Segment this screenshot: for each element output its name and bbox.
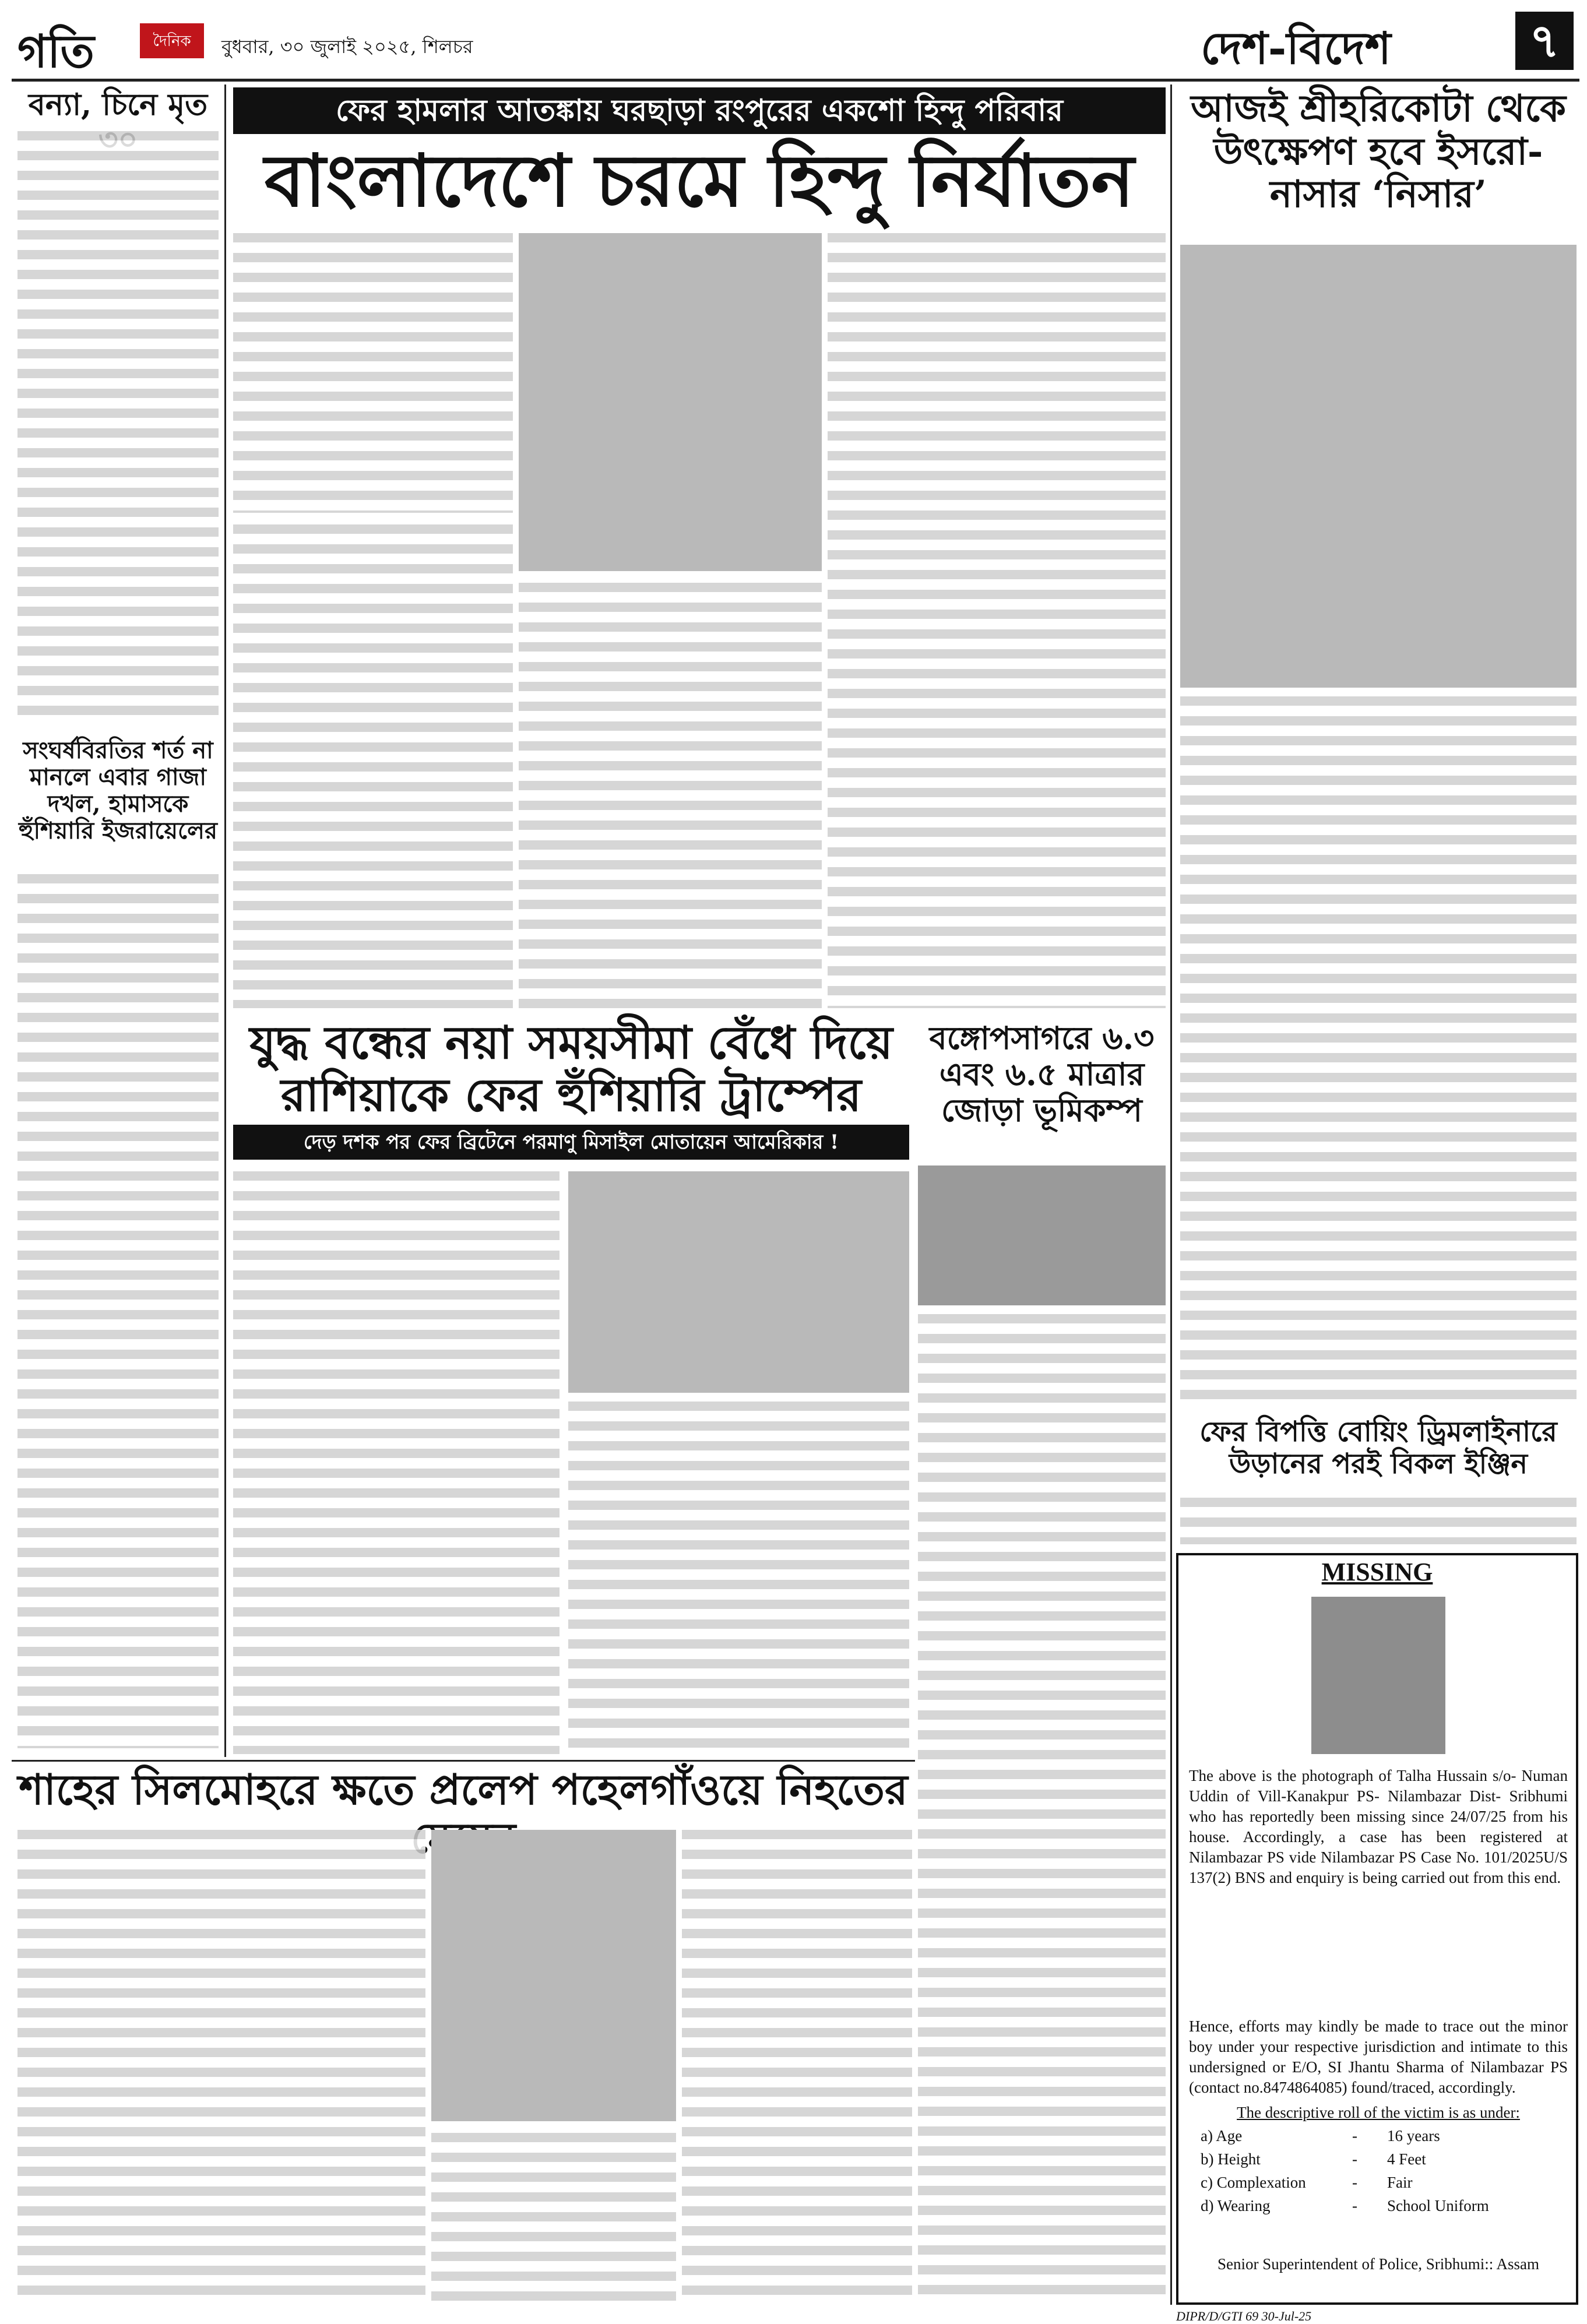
masthead-rule — [12, 79, 1579, 82]
bangladesh-body — [233, 233, 513, 513]
bangladesh-body — [828, 233, 1166, 1008]
column-rule — [224, 84, 226, 1757]
trump-photo — [568, 1171, 909, 1393]
missing-roll-row: b) Height - 4 Feet — [1201, 2150, 1426, 2168]
pahalgam-body — [431, 2133, 676, 2302]
trump-headline: যুদ্ধ বন্ধের নয়া সময়সীমা বেঁধে দিয়ে রাশিয়াকে ফের হুঁশিয়ারি ট্রাম্পের — [249, 1016, 893, 1122]
missing-roll-row: d) Wearing - School Uniform — [1201, 2197, 1489, 2214]
isro-headline: আজই শ্রীহরিকোটা থেকে উৎক্ষেপণ হবে ইসরো-নাসার ‘নিসার’ — [1191, 87, 1566, 217]
trump-body — [233, 1171, 560, 1754]
quake-body — [918, 1314, 1166, 2299]
isro-photo — [1180, 245, 1577, 688]
pahalgam-photo — [431, 1830, 676, 2121]
bangladesh-photo — [519, 233, 822, 571]
missing-roll-row: c) Complexation - Fair — [1201, 2174, 1413, 2191]
china-flood-body — [17, 131, 219, 726]
column-rule — [1170, 84, 1172, 2305]
missing-roll-title: The descriptive roll of the victim is as under: — [1237, 2104, 1520, 2121]
page-number: ৭ — [1515, 12, 1574, 70]
bangladesh-headline: বাংলাদেশে চরমে হিন্দু নির্যাতন — [264, 139, 1135, 223]
pahalgam-body — [682, 1830, 912, 2302]
trump-kicker: দেড় দশক পর ফের ব্রিটেনে পরমাণু মিসাইল মোতায়েন আমেরিকার ! — [233, 1125, 909, 1160]
masthead-logo: গতি — [17, 25, 94, 78]
boeing-headline: ফের বিপত্তি বোয়িং ড্রিমলাইনারে উড়ানের পরই বিকল ইঞ্জিন — [1199, 1415, 1557, 1481]
section-rule — [12, 1760, 915, 1762]
missing-body-appeal: Hence, efforts may kindly be made to trace out the minor boy under your respective jurisdiction and intimate to this undersigned or E/O, SI Jhantu Sharma of Nilambazar PS (contact no.8474864085) found/traced, accordingly. — [1189, 2017, 1568, 2097]
bangladesh-kicker: ফের হামলার আতঙ্কায় ঘরছাড়া রংপুরের একশো হিন্দু পরিবার — [233, 87, 1166, 134]
trump-body — [568, 1402, 909, 1754]
missing-body: The above is the photograph of Talha Hussain s/o- Numan Uddin of Vill-Kanakpur PS- Nilambazar Dist- Sribhumi who has reportedly been missing since 24/07/25 from his house. Accordingly, a case has been registered at Nilambazar PS vide Nilambazar PS Case No. 101/2025U/S 137(2) BNS and enquiry is being carried out from this end. — [1189, 1767, 1568, 1887]
gaza-body — [17, 874, 219, 1748]
pahalgam-body — [17, 1830, 425, 2302]
footer-code: DIPR/D/GTI 69 30-Jul-25 — [1176, 2309, 1312, 2323]
missing-signoff: Senior Superintendent of Police, Sribhumi:: Assam — [1217, 2255, 1539, 2273]
quake-headline: বঙ্গোপসাগরে ৬.৩ এবং ৬.৫ মাত্রার জোড়া ভূমিকম্প — [929, 1019, 1155, 1129]
bangladesh-body — [233, 524, 513, 1008]
quake-photo — [918, 1165, 1166, 1305]
section-title: দেশ-বিদেশ — [1201, 22, 1391, 74]
masthead-badge: দৈনিক — [140, 23, 204, 58]
masthead-date: বুধবার, ৩০ জুলাই ২০২৫, শিলচর — [221, 36, 473, 58]
china-flood-headline: বন্যা, চিনে মৃত — [28, 87, 208, 122]
missing-title: MISSING — [1321, 1558, 1433, 1586]
gaza-headline: সংঘর্ষবিরতির শর্ত না মানলে এবার গাজা দখল, হামাসকে হুঁশিয়ারি ইজরায়েলের — [19, 737, 217, 844]
missing-roll-row: a) Age - 16 years — [1201, 2127, 1440, 2145]
missing-photo — [1311, 1597, 1445, 1754]
isro-body — [1180, 696, 1577, 1407]
pahalgam-headline: শাহের সিলমোহরে ক্ষতে প্রলেপ পহেলগাঁওয়ে নিহতের — [19, 1765, 908, 1814]
boeing-body — [1180, 1498, 1577, 1544]
bangladesh-body — [519, 583, 822, 1008]
